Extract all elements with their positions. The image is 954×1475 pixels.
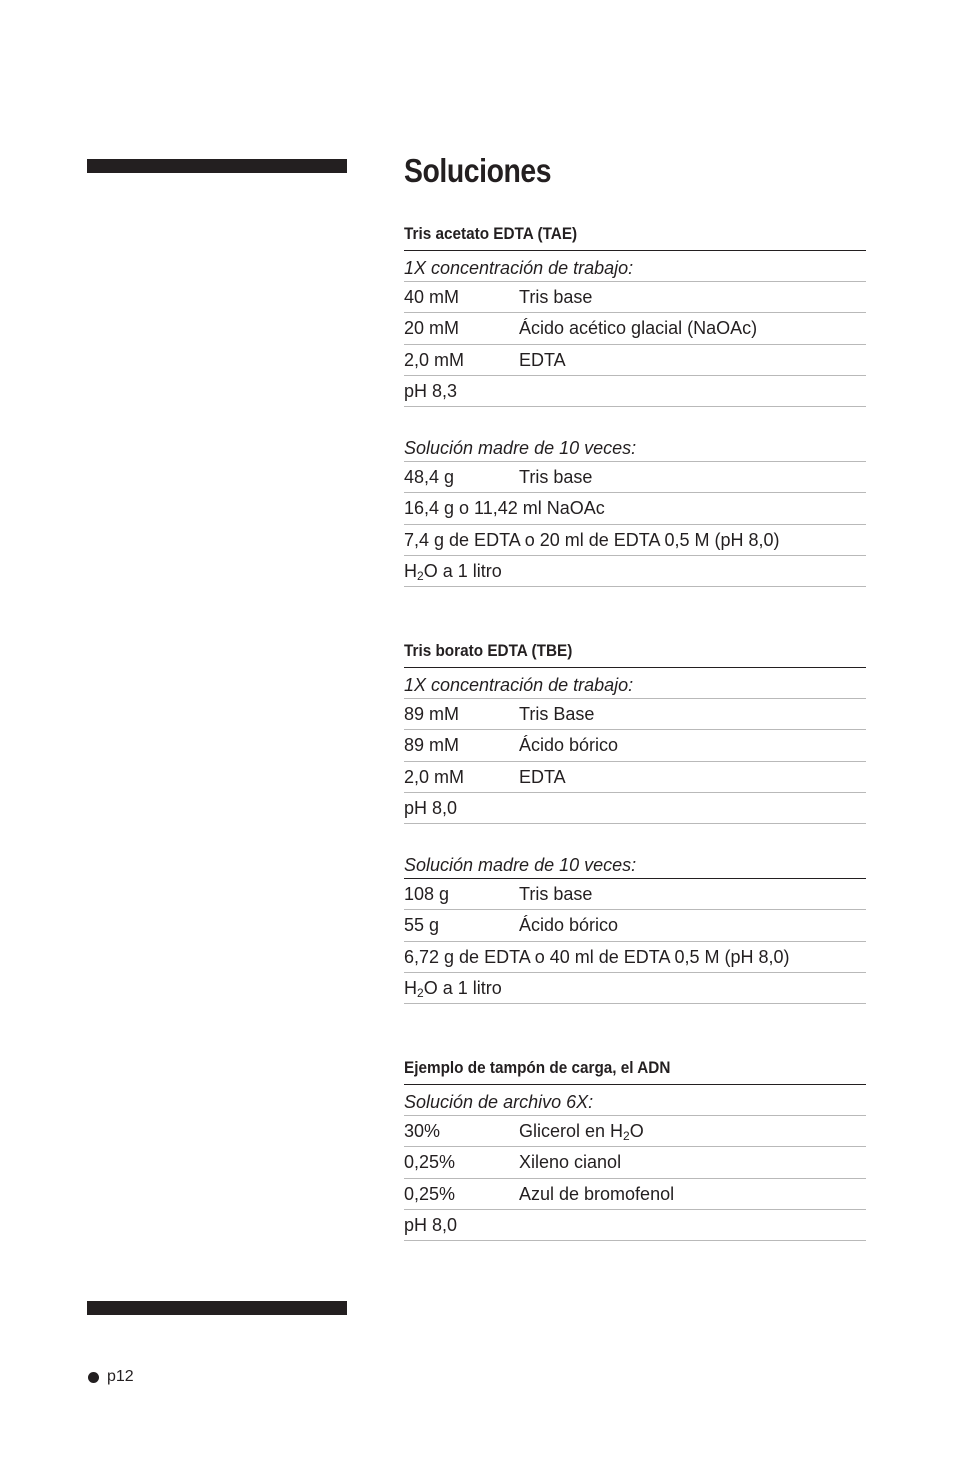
table-row: 0,25% Xileno cianol	[404, 1147, 866, 1178]
table-row: 89 mM Ácido bórico	[404, 730, 866, 761]
section-tae	[404, 220, 866, 587]
table-row: 2,0 mM EDTA	[404, 345, 866, 376]
section-heading: Ejemplo de tampón de carga, el ADN	[404, 1054, 866, 1085]
table-row: pH 8,3	[404, 376, 866, 407]
table-row: 48,4 g Tris base	[404, 462, 866, 493]
page-footer	[88, 1368, 134, 1386]
table-row: 55 g Ácido bórico	[404, 910, 866, 941]
table-row: pH 8,0	[404, 1210, 866, 1241]
stock-label: Solución madre de 10 veces:	[404, 848, 866, 879]
table-row: 0,25% Azul de bromofenol	[404, 1179, 866, 1210]
page-number: p12	[107, 1368, 134, 1385]
section-heading: Tris borato EDTA (TBE)	[404, 637, 866, 668]
decorative-bar-top	[87, 159, 347, 173]
page-title: Soluciones	[404, 152, 552, 189]
decorative-bar-bottom	[87, 1301, 347, 1315]
working-label: 1X concentración de trabajo:	[404, 251, 866, 282]
table-row: 40 mM Tris base	[404, 282, 866, 313]
table-row: 30% Glicerol en $H_2O$	[404, 1116, 866, 1147]
table-row: 20 mM Ácido acético glacial (NaOAc)	[404, 313, 866, 344]
table-row: 6,72 g de EDTA o 40 ml de EDTA 0,5 M (pH 8,0)	[404, 942, 866, 973]
section-loading-buffer	[404, 1054, 866, 1241]
table-row: $H_2O$ a 1 litro	[404, 973, 866, 1004]
table-row: 2,0 mM EDTA	[404, 762, 866, 793]
table-row: pH 8,0	[404, 793, 866, 824]
section-tbe	[404, 637, 866, 1004]
table-row: $H_2O$ a 1 litro	[404, 556, 866, 587]
stock-label: Solución madre de 10 veces:	[404, 431, 866, 462]
stock-label: Solución de archivo 6X:	[404, 1085, 866, 1116]
working-label: 1X concentración de trabajo:	[404, 668, 866, 699]
bullet-icon	[88, 1372, 99, 1383]
table-row: 89 mM Tris Base	[404, 699, 866, 730]
table-row: 16,4 g o 11,42 ml NaOAc	[404, 493, 866, 524]
table-row: 7,4 g de EDTA o 20 ml de EDTA 0,5 M (pH 8,0)	[404, 525, 866, 556]
table-row: 108 g Tris base	[404, 879, 866, 910]
section-heading: Tris acetato EDTA (TAE)	[404, 220, 866, 251]
